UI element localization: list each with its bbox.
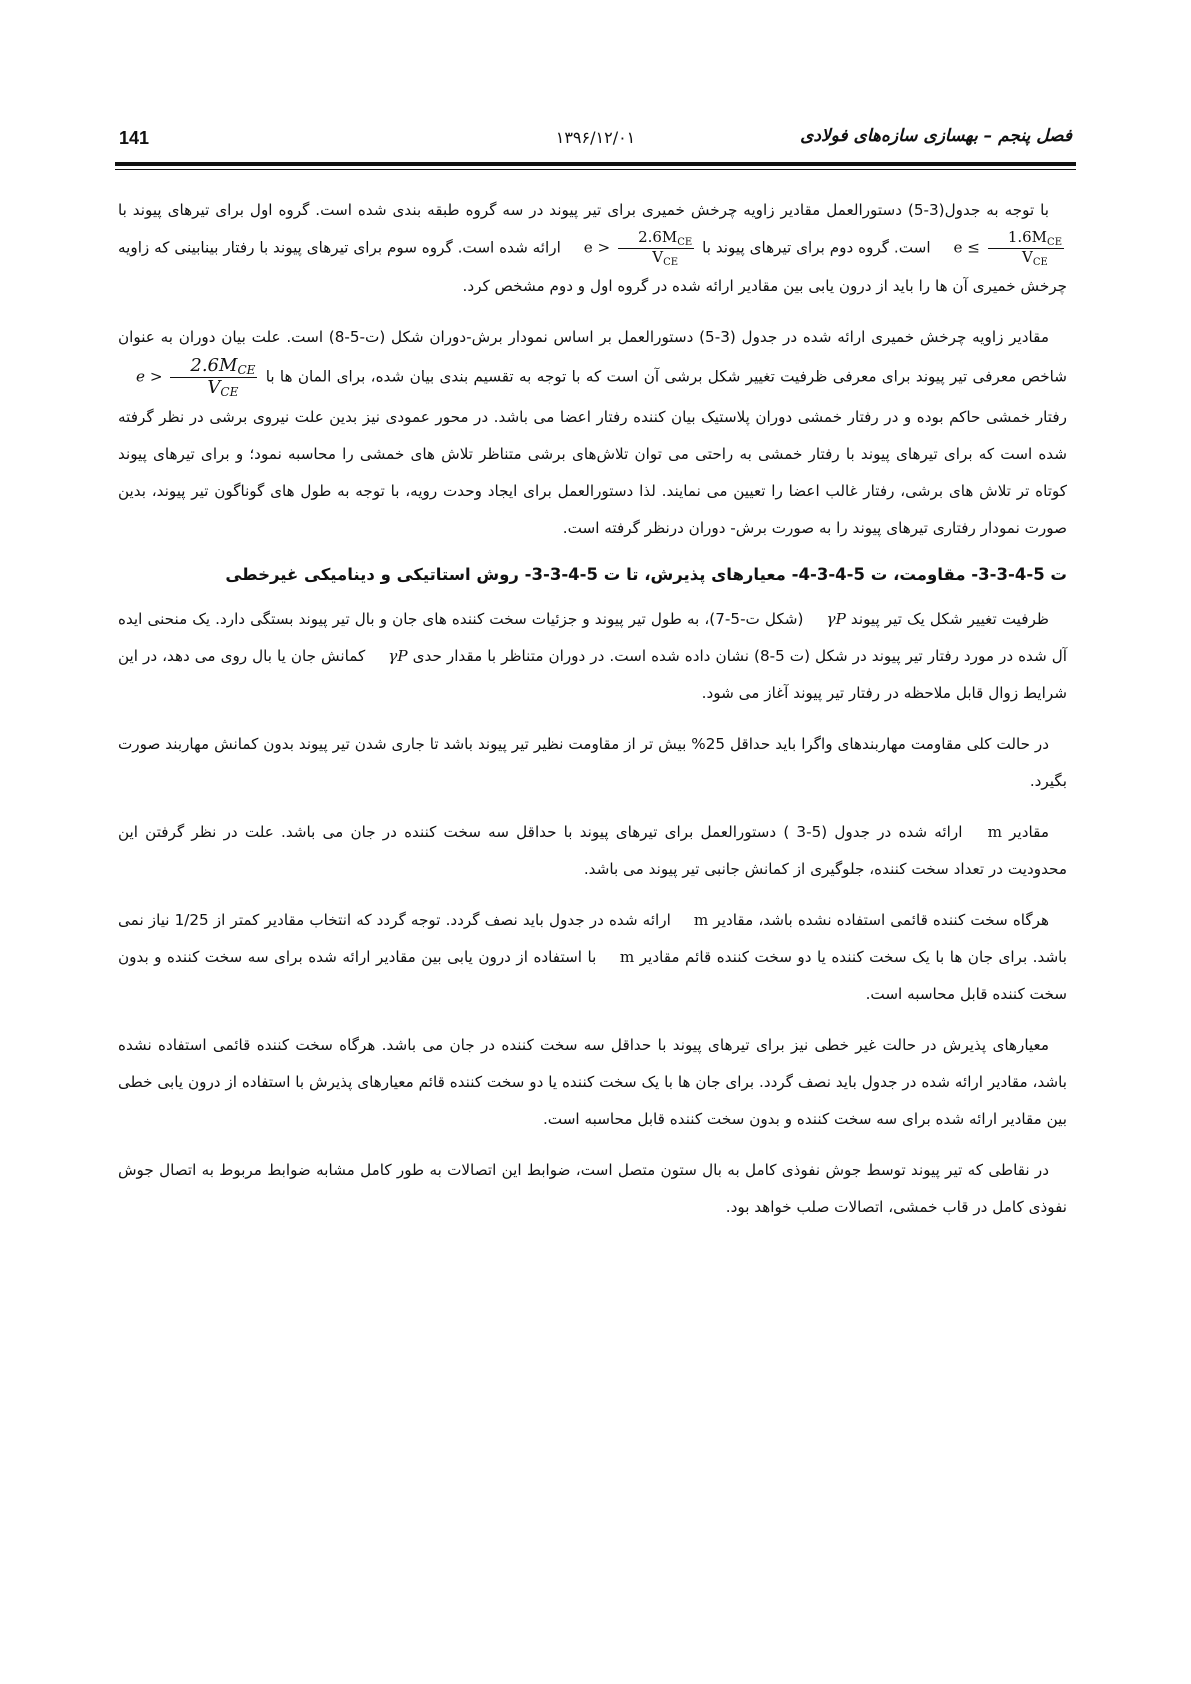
text: رفتار خمشی حاکم بوده و در رفتار خمشی دوران پلاستیک بیان کننده رفتار اعضا می باشد. در محور عمودی نیز بدین علت نیروی برشی در نظر گرفته شده است که برای تیرهای پیوند با رفتار خمشی به راحتی می توان تلاش‌های برشی متناظر تلاش های خمشی را محاسبه نمود؛ و برای تیرهای پیوند کوتاه تر تلاش های برشی، رفتار غالب اعضا را تعیین می نمایند. لذا دستورالعمل برای ایجاد وحدت رویه، با توجه به طول های گوناگون تیر پیوند، بدین صورت نمودار رفتاری تیرهای پیوند را به صورت برش- دوران درنظر گرفته است. bbox=[118, 408, 1067, 538]
math-lhs: e > bbox=[583, 238, 611, 257]
page-header bbox=[119, 124, 1072, 154]
text: ظرفیت تغییر شکل یک تیر پیوند bbox=[850, 610, 1049, 629]
subscript: CE bbox=[220, 385, 239, 400]
gamma-p-symbol: γP bbox=[388, 647, 408, 666]
fraction-numerator: 2.6M bbox=[190, 355, 238, 376]
inequality-group-2 bbox=[566, 229, 698, 268]
m-symbol: m bbox=[693, 911, 709, 930]
text: (شکل ت-5-7)، به طول تیر پیوند و جزئیات سخت کننده های جان و بال تیر پیوند بستگی دارد. یک منحنی ایده آل شده در مورد رفتار تیر پیوند در شکل (ت 5-8) نشان داده شده است. در دوران متناظر با مقدار حدی bbox=[118, 610, 1068, 666]
chapter-title: فصل پنجم – بهسازی سازه‌های فولادی bbox=[800, 126, 1072, 146]
paragraph-m-values bbox=[118, 814, 1067, 888]
fraction-1-6mce-vce bbox=[988, 229, 1064, 268]
fraction-2-6mce-vce bbox=[618, 229, 694, 268]
subscript: CE bbox=[1032, 257, 1048, 268]
text: هرگاه سخت کننده قائمی استفاده نشده باشد، مقادیر bbox=[713, 911, 1050, 930]
fraction-numerator: 2.6M bbox=[638, 228, 678, 246]
inequality-group-1 bbox=[935, 229, 1067, 268]
paragraph-link-beam-groups bbox=[118, 192, 1067, 305]
paragraph-brace-strength: در حالت کلی مقاومت مهاربندهای واگرا باید حداقل 25% بیش تر از مقاومت نظیر تیر پیوند باشد تا جاری شدن تیر پیوند بدون کمانش مهاربند صورت بگیرد. bbox=[118, 735, 1067, 791]
fraction-denominator: V bbox=[1022, 248, 1033, 266]
fraction-numerator: 1.6M bbox=[1007, 228, 1048, 246]
paragraph-weld-connection: در نقاطی که تیر پیوند توسط جوش نفوذی کامل به بال ستون متصل است، ضوابط این اتصالات به طور کامل مشابه ضوابط مربوط به اتصال جوش نفوذی کامل در قاب خمشی، اتصالات صلب خواهد بود. bbox=[118, 1161, 1067, 1217]
text: کمانش جان یا بال روی می دهد، در این شرایط زوال قابل ملاحظه در رفتار تیر پیوند آغاز می شود. bbox=[118, 647, 1067, 703]
math-lhs: e > bbox=[136, 367, 163, 386]
text: است. گروه دوم برای تیرهای پیوند با bbox=[702, 238, 931, 257]
paragraph-acceptance-criteria: معیارهای پذیرش در حالت غیر خطی نیز برای تیرهای پیوند با حداقل سه سخت کننده در جان می باشد. هرگاه سخت کننده قائمی استفاده نشده باشد، مقادیر ارائه شده در جدول باید نصف گردد. برای جان ها با یک سخت کننده یا دو سخت کننده قائم معیارهای پذیرش با استفاده از درون یابی خطی بین مقادیر ارائه شده برای سه سخت کننده و بدون سخت کننده قابل محاسبه است. bbox=[118, 1036, 1067, 1129]
header-date: ۱۳۹۶/۱۲/۰۱ bbox=[555, 128, 636, 147]
fraction-denominator: V bbox=[652, 248, 664, 266]
m-symbol: m bbox=[619, 948, 635, 967]
text: مقادیر bbox=[1009, 823, 1049, 842]
gamma-p-symbol: γP bbox=[826, 610, 846, 629]
fraction-2-6mce-vce bbox=[170, 356, 257, 399]
paragraph-rotation-values bbox=[118, 319, 1067, 547]
page-number: 141 bbox=[119, 128, 150, 148]
inequality-flexural bbox=[118, 356, 260, 399]
header-rule-thick bbox=[115, 162, 1076, 166]
fraction-denominator: V bbox=[207, 377, 221, 399]
subscript: CE bbox=[677, 237, 693, 248]
subscript: CE bbox=[663, 257, 679, 268]
m-symbol: m bbox=[987, 823, 1002, 842]
text: با استفاده از درون یابی بین مقادیر ارائه شده برای سه سخت کننده و بدون سخت کننده قابل محاسبه است. bbox=[118, 948, 1067, 1004]
text: مقادیر زاویه چرخش خمیری ارائه شده در جدول (3-5) دستورالعمل بر اساس نمودار برش-دوران شکل (ت-5-8) است. علت بیان دوران به عنوان شاخص معرفی تیر پیوند برای معرفی ظرفیت تغییر شکل برشی آن است که با توجه به تقسیم بندی بیان شده، برای المان ها با bbox=[118, 328, 1068, 386]
math-lhs: e ≤ bbox=[953, 238, 980, 257]
section-heading: ت 5-4-3-3- مقاومت، ت 5-4-3-4- معیارهای پذیرش، تا ت 5-4-3-3- روش استاتیکی و دینامیکی غیرخطی bbox=[225, 565, 1067, 585]
header-rule-thin bbox=[115, 169, 1076, 170]
text: ارائه شده در جدول باید نصف گردد. توجه گردد که انتخاب مقادیر کمتر از 1/25 نیاز نمی باشد. برای جان ها با یک سخت کننده یا دو سخت کننده قائم مقادیر bbox=[118, 911, 1068, 967]
text: ارائه شده است. گروه سوم برای تیرهای پیوند با رفتار بینابینی که زاویه چرخش خمیری آن ها را باید از درون یابی بین مقادیر ارائه شده در گروه اول و دوم مشخص کرد. bbox=[118, 238, 1067, 295]
paragraph-deformation-capacity bbox=[118, 601, 1067, 712]
text: ارائه شده در جدول (5-3 ) دستورالعمل برای تیرهای پیوند با حداقل سه سخت کننده در جان می باشد. علت در نظر گرفتن این محدودیت در تعداد سخت کننده، جلوگیری از کمانش جانبی تیر پیوند می باشد. bbox=[118, 823, 1067, 879]
subscript: CE bbox=[237, 363, 256, 377]
page-body bbox=[118, 192, 1067, 1240]
subscript: CE bbox=[1047, 237, 1062, 248]
text: با توجه به جدول(3-5) دستورالعمل مقادیر زاویه چرخش خمیری برای تیر پیوند در سه گروه طبقه بندی شده است. گروه اول برای تیرهای پیوند با bbox=[118, 201, 1049, 219]
paragraph-no-stiffener bbox=[118, 902, 1067, 1013]
